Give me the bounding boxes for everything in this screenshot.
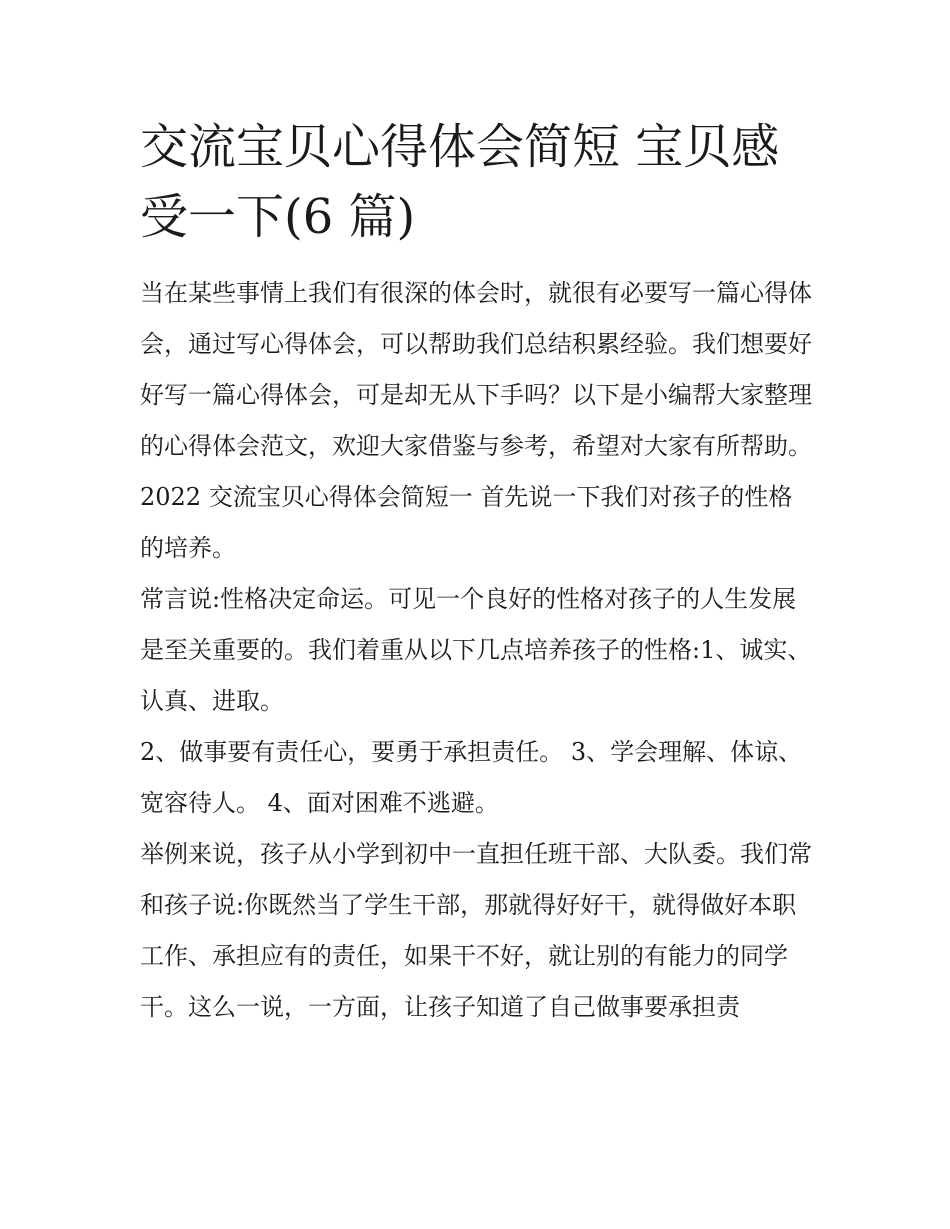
paragraph-character: 常言说:性格决定命运。可见一个良好的性格对孩子的人生发展是至关重要的。我们着重从以下几点培养孩子的性格:1、诚实、认真、进取。	[140, 585, 812, 715]
paragraph-example: 举例来说，孩子从小学到初中一直担任班干部、大队委。我们常和孩子说:你既然当了学生干部，那就得好好干，就得做好本职工作、承担应有的责任，如果干不好，就让别的有能力的同学干。这么一说，一方面，让孩子知道了自己做事要承担责	[140, 840, 812, 1021]
paragraph-intro: 当在某些事情上我们有很深的体会时，就很有必要写一篇心得体会，通过写心得体会，可以帮助我们总结积累经验。我们想要好好写一篇心得体会，可是却无从下手吗？以下是小编帮大家整理的心得体会范文，欢迎大家借鉴与参考，希望对大家有所帮助。	[140, 279, 812, 460]
paragraph-responsibility: 2、做事要有责任心，要勇于承担责任。 3、学会理解、体谅、宽容待人。 4、面对困难不逃避。	[140, 738, 803, 817]
document-title: 交流宝贝心得体会简短 宝贝感受一下(6 篇)	[140, 119, 780, 245]
paragraph-section-one-heading: 2022 交流宝贝心得体会简短一 首先说一下我们对孩子的性格的培养。	[140, 483, 793, 562]
document-page	[140, 112, 815, 1033]
